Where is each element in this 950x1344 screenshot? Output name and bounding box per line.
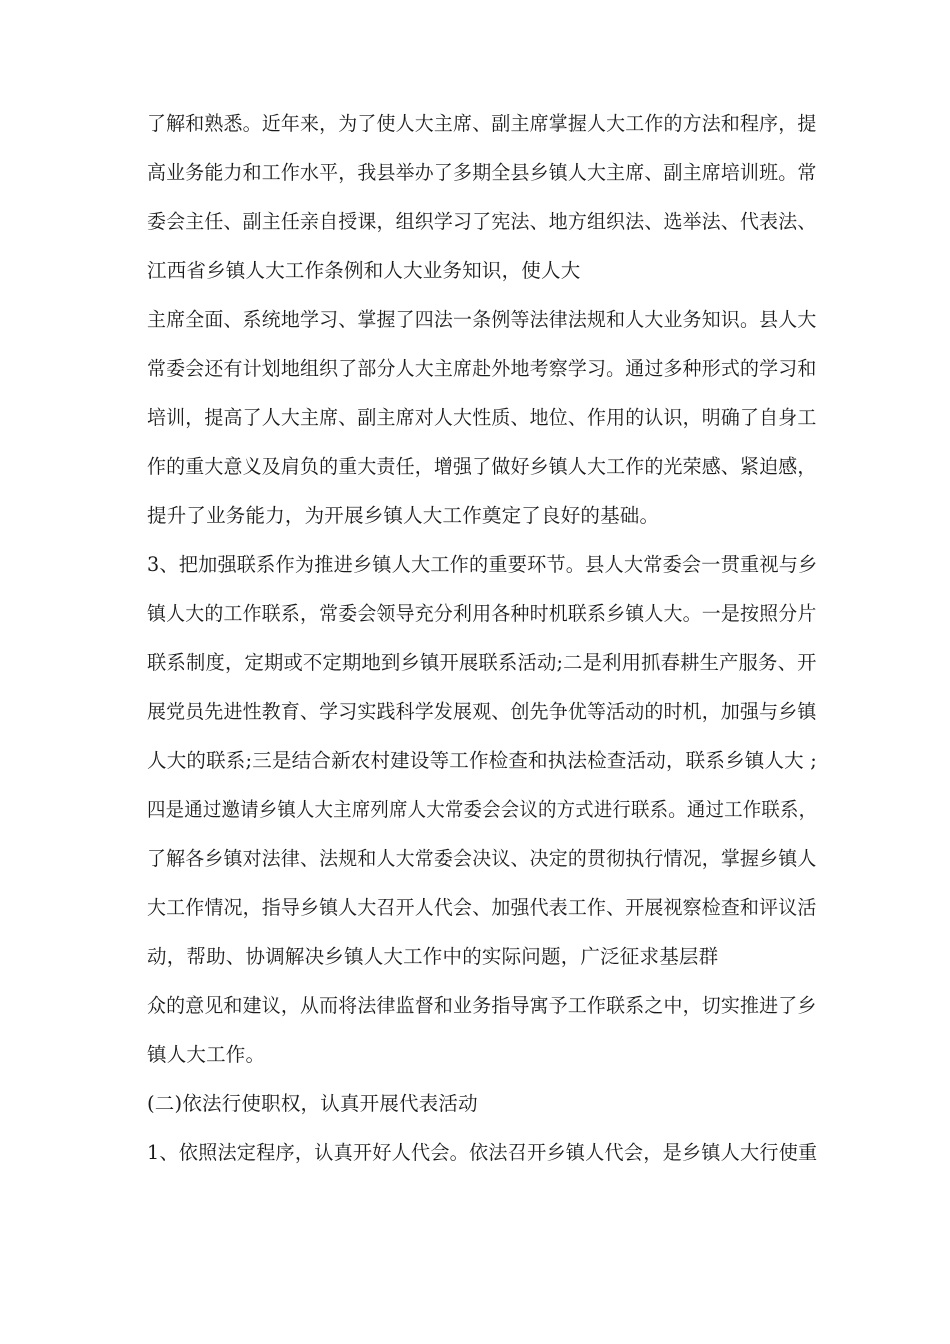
text-line: 3、把加强联系作为推进乡镇人大工作的重要环节。县人大常委会一贯重视与乡 [147, 553, 818, 576]
text-line: 1、依照法定程序，认真开好人代会。依法召开乡镇人代会，是乡镇人大行使重 [147, 1141, 818, 1164]
text-line: 作的重大意义及肩负的重大责任，增强了做好乡镇人大工作的光荣感、紧迫感， [147, 455, 817, 478]
text-line: 四是通过邀请乡镇人大主席列席人大常委会会议的方式进行联系。通过工作联系， [147, 798, 818, 821]
text-line: 了解和熟悉。近年来，为了使人大主席、副主席掌握人大工作的方法和程序，提 [147, 112, 817, 135]
text-line: 提升了业务能力，为开展乡镇人大工作奠定了良好的基础。 [147, 504, 660, 527]
text-line: 众的意见和建议，从而将法律监督和业务指导寓予工作联系之中，切实推进了乡 [147, 994, 817, 1017]
text-line: 镇人大工作。 [147, 1043, 266, 1066]
text-line: 展党员先进性教育、学习实践科学发展观、创先争优等活动的时机，加强与乡镇 [147, 700, 817, 723]
text-line: 主席全面、系统地学习、掌握了四法一条例等法律法规和人大业务知识。县人大 [147, 308, 817, 331]
text-line: 常委会还有计划地组织了部分人大主席赴外地考察学习。通过多种形式的学习和 [147, 357, 817, 380]
text-line: 动，帮助、协调解决乡镇人大工作中的实际问题，广泛征求基层群 [147, 945, 719, 968]
text-line: 大工作情况，指导乡镇人大召开人代会、加强代表工作、开展视察检查和评议活 [147, 896, 817, 919]
text-line: 联系制度，定期或不定期地到乡镇开展联系活动;二是利用抓春耕生产服务、开 [147, 651, 817, 674]
text-line: 培训，提高了人大主席、副主席对人大性质、地位、作用的认识，明确了自身工 [147, 406, 817, 429]
section-heading: (二)依法行使职权，认真开展代表活动 [147, 1092, 478, 1115]
text-line: 人大的联系;三是结合新农村建设等工作检查和执法检查活动，联系乡镇人大 ; [147, 749, 818, 772]
text-line: 镇人大的工作联系，常委会领导充分利用各种时机联系乡镇人大。一是按照分片 [147, 602, 817, 625]
text-line: 委会主任、副主任亲自授课，组织学习了宪法、地方组织法、选举法、代表法、 [147, 210, 817, 233]
text-line: 高业务能力和工作水平，我县举办了多期全县乡镇人大主席、副主席培训班。常 [147, 161, 817, 184]
text-line: 了解各乡镇对法律、法规和人大常委会决议、决定的贯彻执行情况，掌握乡镇人 [147, 847, 817, 870]
text-line: 江西省乡镇人大工作条例和人大业务知识，使人大 [147, 259, 581, 282]
